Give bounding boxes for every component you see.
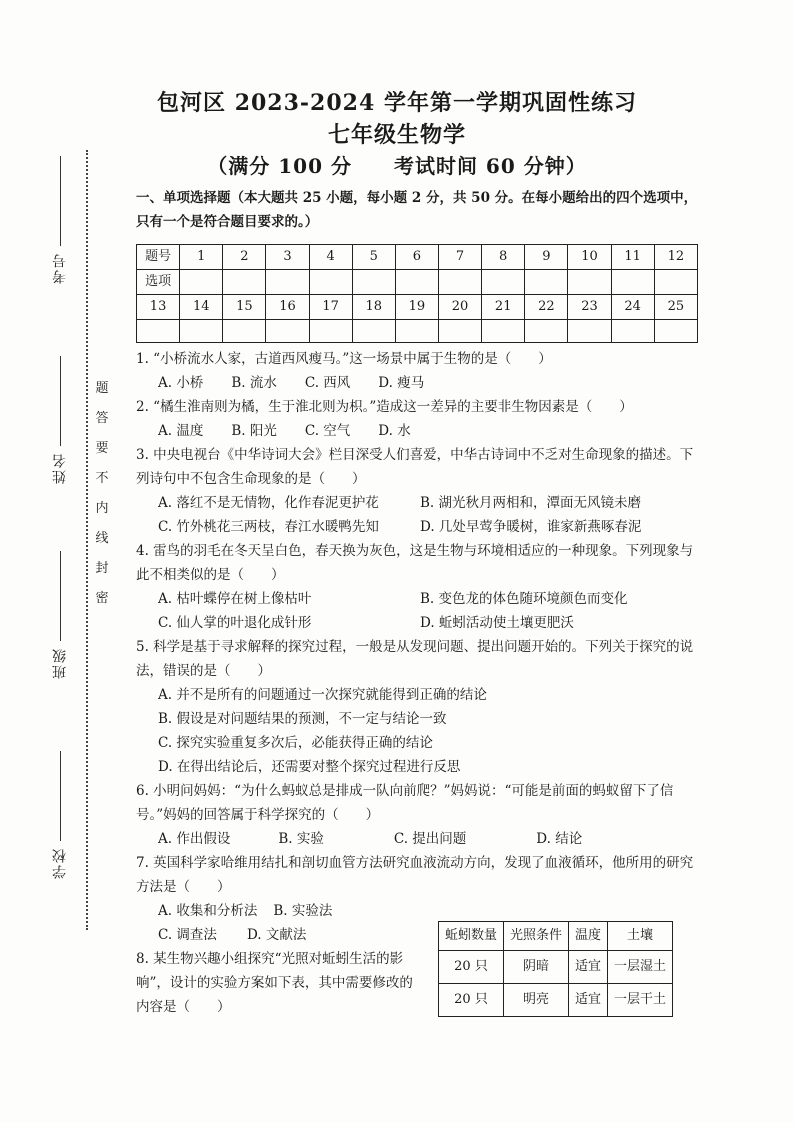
question-6-options bbox=[136, 827, 704, 851]
option: A. 并不是所有的问题通过一次探究就能得到正确的结论 bbox=[158, 687, 487, 703]
question-4: 4. 雷鸟的羽毛在冬天呈白色，春天换为灰色，这是生物与环境相适应的一种现象。下列现象与此不相类似的是（ ） bbox=[136, 543, 694, 583]
option: D. 蚯蚓活动使土壤更肥沃 bbox=[420, 615, 574, 631]
name-field[interactable] bbox=[30, 350, 90, 484]
option: B. 实验法 bbox=[273, 903, 333, 919]
answer-cell[interactable] bbox=[395, 320, 438, 343]
question-1: 1. “小桥流水人家，古道西风瘦马。”这一场景中属于生物的是（ ） bbox=[136, 351, 552, 367]
table-cell: 一层干土 bbox=[608, 984, 673, 1017]
answer-cell[interactable] bbox=[137, 320, 180, 343]
name-line bbox=[60, 356, 61, 446]
table-cell: 11 bbox=[611, 245, 654, 270]
binding-dotted-line bbox=[86, 150, 88, 930]
option: A. 作出假设 bbox=[158, 831, 231, 847]
table-cell: 一层湿土 bbox=[608, 951, 673, 984]
name-label: 姓名 bbox=[52, 452, 68, 484]
table-cell: 13 bbox=[137, 295, 180, 320]
answer-cell[interactable] bbox=[223, 270, 266, 295]
option: D. 水 bbox=[378, 423, 411, 439]
school-label: 学校 bbox=[52, 847, 68, 879]
table-cell: 1 bbox=[180, 245, 223, 270]
answer-row-numbers bbox=[137, 295, 698, 320]
table-cell: 20 bbox=[438, 295, 481, 320]
table-cell: 选项 bbox=[137, 270, 180, 295]
question-8: 8. 某生物兴趣小组探究“光照对蚯蚓生活的影响”，设计的实验方案如下表，其中需要修改的内容是（ ） bbox=[136, 951, 413, 1015]
table-cell: 24 bbox=[611, 295, 654, 320]
exam-content bbox=[136, 186, 704, 1019]
seal-char: 内 bbox=[95, 501, 109, 516]
answer-cell[interactable] bbox=[525, 320, 568, 343]
answer-cell[interactable] bbox=[438, 270, 481, 295]
table-cell: 25 bbox=[654, 295, 697, 320]
option: A. 收集和分析法 bbox=[158, 903, 258, 919]
table-header: 蚯蚓数量 bbox=[439, 922, 504, 951]
option: A. 落红不是无情物，化作春泥更护花 bbox=[158, 495, 379, 511]
table-cell: 21 bbox=[482, 295, 525, 320]
table-cell: 2 bbox=[223, 245, 266, 270]
exam-info: （满分 100 分 考试时间 60 分钟） bbox=[207, 154, 587, 178]
answer-row-numbers bbox=[137, 245, 698, 270]
option: C. 竹外桃花三两枝，春江水暖鸭先知 bbox=[158, 519, 379, 535]
table-cell: 8 bbox=[482, 245, 525, 270]
answer-row-blank bbox=[137, 270, 698, 295]
table-header: 温度 bbox=[569, 922, 608, 951]
answer-cell[interactable] bbox=[266, 320, 309, 343]
table-header: 光照条件 bbox=[504, 922, 569, 951]
table-cell: 18 bbox=[352, 295, 395, 320]
class-label: 班级 bbox=[52, 647, 68, 679]
experiment-table bbox=[438, 921, 673, 1017]
option: B. 湖光秋月两相和，潭面无风镜未磨 bbox=[420, 495, 642, 511]
option: D. 结论 bbox=[536, 831, 583, 847]
table-cell: 14 bbox=[180, 295, 223, 320]
class-line bbox=[60, 551, 61, 641]
answer-table bbox=[136, 244, 698, 343]
seal-notice bbox=[92, 380, 112, 608]
option: A. 小桥 bbox=[158, 375, 204, 391]
table-cell: 10 bbox=[568, 245, 611, 270]
option: D. 在得出结论后，还需要对整个探究过程进行反思 bbox=[158, 759, 461, 775]
class-field[interactable] bbox=[30, 545, 90, 679]
answer-cell[interactable] bbox=[568, 320, 611, 343]
answer-cell[interactable] bbox=[180, 320, 223, 343]
question-7: 7. 英国科学家哈维用结扎和剖切血管方法研究血液流动方向，发现了血液循环，他所用的研究方法是（ ） bbox=[136, 855, 694, 895]
seal-char: 封 bbox=[95, 561, 109, 576]
question-7-options bbox=[136, 899, 704, 923]
answer-cell[interactable] bbox=[654, 270, 697, 295]
option: D. 文献法 bbox=[246, 927, 307, 943]
section-heading: 一、单项选择题（本大题共 25 小题，每小题 2 分，共 50 分。在每小题给出的四个选项中，只有一个是符合题目要求的。） bbox=[136, 190, 698, 230]
table-cell: 3 bbox=[266, 245, 309, 270]
option: C. 空气 bbox=[304, 423, 351, 439]
table-cell: 12 bbox=[654, 245, 697, 270]
question-4-options bbox=[136, 587, 704, 635]
seal-char: 要 bbox=[95, 441, 109, 456]
answer-row-blank bbox=[137, 320, 698, 343]
answer-cell[interactable] bbox=[352, 320, 395, 343]
answer-cell[interactable] bbox=[611, 320, 654, 343]
option: A. 枯叶蝶停在树上像枯叶 bbox=[158, 591, 312, 607]
table-cell: 17 bbox=[309, 295, 352, 320]
table-row bbox=[439, 984, 673, 1017]
question-2: 2. “橘生淮南则为橘，生于淮北则为枳。”造成这一差异的主要非生物因素是（ ） bbox=[136, 399, 633, 415]
option: C. 仙人掌的叶退化成针形 bbox=[158, 615, 312, 631]
table-cell: 19 bbox=[395, 295, 438, 320]
seal-char: 线 bbox=[95, 531, 109, 546]
answer-cell[interactable] bbox=[180, 270, 223, 295]
seal-char: 答 bbox=[95, 411, 109, 426]
option: B. 实验 bbox=[278, 831, 324, 847]
answer-cell[interactable] bbox=[482, 270, 525, 295]
table-cell: 20 只 bbox=[439, 984, 504, 1017]
table-cell: 7 bbox=[438, 245, 481, 270]
table-cell: 16 bbox=[266, 295, 309, 320]
option: D. 几处早莺争暖树，谁家新燕啄春泥 bbox=[420, 519, 642, 535]
option: D. 瘦马 bbox=[378, 375, 425, 391]
question-2-options bbox=[136, 419, 704, 443]
answer-cell[interactable] bbox=[309, 320, 352, 343]
answer-cell[interactable] bbox=[525, 270, 568, 295]
seal-char: 密 bbox=[95, 591, 109, 606]
option: B. 流水 bbox=[231, 375, 277, 391]
option: C. 探究实验重复多次后，必能获得正确的结论 bbox=[158, 735, 433, 751]
table-cell: 20 只 bbox=[439, 951, 504, 984]
exam-subject: 七年级生物学 bbox=[327, 122, 466, 148]
school-line bbox=[60, 751, 61, 841]
option: C. 提出问题 bbox=[393, 831, 467, 847]
answer-cell[interactable] bbox=[438, 320, 481, 343]
question-1-options bbox=[136, 371, 704, 395]
answer-cell[interactable] bbox=[654, 320, 697, 343]
question-3-options bbox=[136, 491, 704, 539]
answer-cell[interactable] bbox=[482, 320, 525, 343]
option: B. 变色龙的体色随环境颜色而变化 bbox=[420, 591, 628, 607]
option: A. 温度 bbox=[158, 423, 204, 439]
table-cell: 5 bbox=[352, 245, 395, 270]
table-header-row bbox=[439, 922, 673, 951]
table-cell: 6 bbox=[395, 245, 438, 270]
table-cell: 23 bbox=[568, 295, 611, 320]
answer-cell[interactable] bbox=[395, 270, 438, 295]
answer-cell[interactable] bbox=[611, 270, 654, 295]
option: B. 假设是对问题结果的预测，不一定与结论一致 bbox=[158, 711, 447, 727]
school-field[interactable] bbox=[30, 745, 90, 879]
table-row bbox=[439, 951, 673, 984]
answer-cell[interactable] bbox=[266, 270, 309, 295]
option: C. 调查法 bbox=[158, 927, 217, 943]
table-cell: 9 bbox=[525, 245, 568, 270]
exam-title: 包河区 2023-2024 学年第一学期巩固性练习 bbox=[157, 90, 637, 116]
question-5: 5. 科学是基于寻求解释的探究过程，一般是从发现问题、提出问题开始的。下列关于探究的说法，错误的是（ ） bbox=[136, 639, 694, 679]
answer-cell[interactable] bbox=[352, 270, 395, 295]
question-3: 3. 中央电视台《中华诗词大会》栏目深受人们喜爱，中华古诗词中不乏对生命现象的描述。下列诗句中不包含生命现象的是（ ） bbox=[136, 447, 694, 487]
exam-number-label: 考号 bbox=[52, 252, 68, 284]
seal-char: 题 bbox=[95, 381, 109, 396]
option: B. 阳光 bbox=[231, 423, 277, 439]
table-cell: 明亮 bbox=[504, 984, 569, 1017]
question-6: 6. 小明问妈妈：“为什么蚂蚁总是排成一队向前爬？”妈妈说：“可能是前面的蚂蚁留下了信号。”妈妈的回答属于科学探究的（ ） bbox=[136, 783, 674, 823]
table-cell: 阴暗 bbox=[504, 951, 569, 984]
table-cell: 15 bbox=[223, 295, 266, 320]
answer-cell[interactable] bbox=[309, 270, 352, 295]
answer-cell[interactable] bbox=[223, 320, 266, 343]
table-header: 土壤 bbox=[608, 922, 673, 951]
table-cell: 题号 bbox=[137, 245, 180, 270]
answer-cell[interactable] bbox=[568, 270, 611, 295]
option: C. 西风 bbox=[304, 375, 351, 391]
table-cell: 适宜 bbox=[569, 951, 608, 984]
table-cell: 4 bbox=[309, 245, 352, 270]
table-cell: 22 bbox=[525, 295, 568, 320]
table-cell: 适宜 bbox=[569, 984, 608, 1017]
seal-char: 不 bbox=[95, 471, 109, 486]
